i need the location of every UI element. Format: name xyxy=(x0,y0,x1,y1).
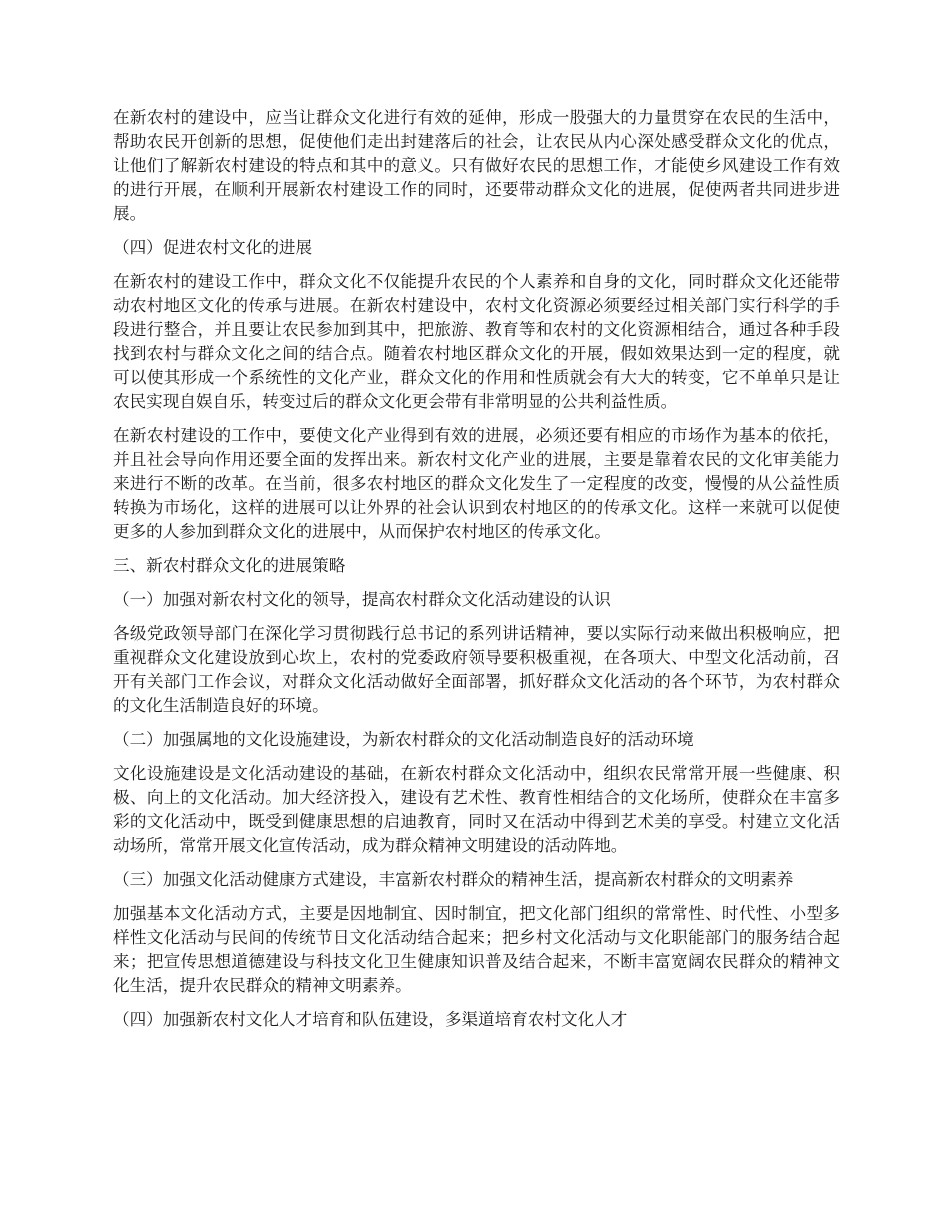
body-paragraph: 在新农村的建设中，应当让群众文化进行有效的延伸，形成一股强大的力量贯穿在农民的生活中，帮助农民开创新的思想，促使他们走出封建落后的社会，让农民从内心深处感受群众文化的优点，让他们了解新农村建设的特点和其中的意义。只有做好农民的思想工作，才能使乡风建设工作有效的进行开展，在顺利开展新农村建设工作的同时，还要带动群众文化的进展，促使两者共同进步进展。 xyxy=(113,108,840,223)
section-heading: （三）加强文化活动健康方式建设，丰富新农村群众的精神生活，提高新农村群众的文明素养 xyxy=(113,870,794,889)
section-heading: （四）加强新农村文化人才培育和队伍建设，多渠道培育农村文化人才 xyxy=(113,1010,628,1029)
body-paragraph: 在新农村的建设工作中，群众文化不仅能提升农民的个人素养和自身的文化，同时群众文化还能带动农村地区文化的传承与进展。在新农村建设中，农村文化资源必须要经过相关部门实行科学的手段进行整合，并且要让农民参加到其中，把旅游、教育等和农村的文化资源相结合，通过各种手段找到农村与群众文化之间的结合点。随着农村地区群众文化的开展，假如效果达到一定的程度，就可以使其形成一个系统性的文化产业，群众文化的作用和性质就会有大大的转变，它不单单只是让农民实现自娱自乐，转变过后的群众文化更会带有非常明显的公共利益性质。 xyxy=(113,272,840,411)
document-page xyxy=(113,106,840,1042)
body-paragraph: 在新农村建设的工作中，要使文化产业得到有效的进展，必须还要有相应的市场作为基本的依托，并且社会导向作用还要全面的发挥出来。新农村文化产业的进展，主要是靠着农民的文化审美能力来进行不断的改革。在当前，很多农村地区的群众文化发生了一定程度的改变，慢慢的从公益性质转换为市场化，这样的进展可以让外界的社会认识到农村地区的的传承文化。这样一来就可以促使更多的人参加到群众文化的进展中，从而保护农村地区的传承文化。 xyxy=(113,426,840,541)
section-heading: 三、新农村群众文化的进展策略 xyxy=(113,556,346,575)
body-paragraph: 文化设施建设是文化活动建设的基础，在新农村群众文化活动中，组织农民常常开展一些健康、积极、向上的文化活动。加大经济投入，建设有艺术性、教育性相结合的文化场所，使群众在丰富多彩的文化活动中，既受到健康思想的启迪教育，同时又在活动中得到艺术美的享受。村建立文化活动场所，常常开展文化宣传活动，成为群众精神文明建设的活动阵地。 xyxy=(113,764,840,855)
section-heading: （一）加强对新农村文化的领导，提高农村群众文化活动建设的认识 xyxy=(113,590,611,609)
body-paragraph: 加强基本文化活动方式，主要是因地制宜、因时制宜，把文化部门组织的常常性、时代性、小型多样性文化活动与民间的传统节日文化活动结合起来；把乡村文化活动与文化职能部门的服务结合起来；把宣传思想道德建设与科技文化卫生健康知识普及结合起来，不断丰富宽阔农民群众的精神文化生活，提升农民群众的精神文明素养。 xyxy=(113,904,840,995)
body-paragraph: 各级党政领导部门在深化学习贯彻践行总书记的系列讲话精神，要以实际行动来做出积极响应，把重视群众文化建设放到心坎上，农村的党委政府领导要积极重视，在各项大、中型文化活动前，召开有关部门工作会议，对群众文化活动做好全面部署，抓好群众文化活动的各个环节，为农村群众的文化生活制造良好的环境。 xyxy=(113,624,840,715)
section-heading: （二）加强属地的文化设施建设，为新农村群众的文化活动制造良好的活动环境 xyxy=(113,730,694,749)
section-heading: （四）促进农村文化的进展 xyxy=(113,238,313,257)
